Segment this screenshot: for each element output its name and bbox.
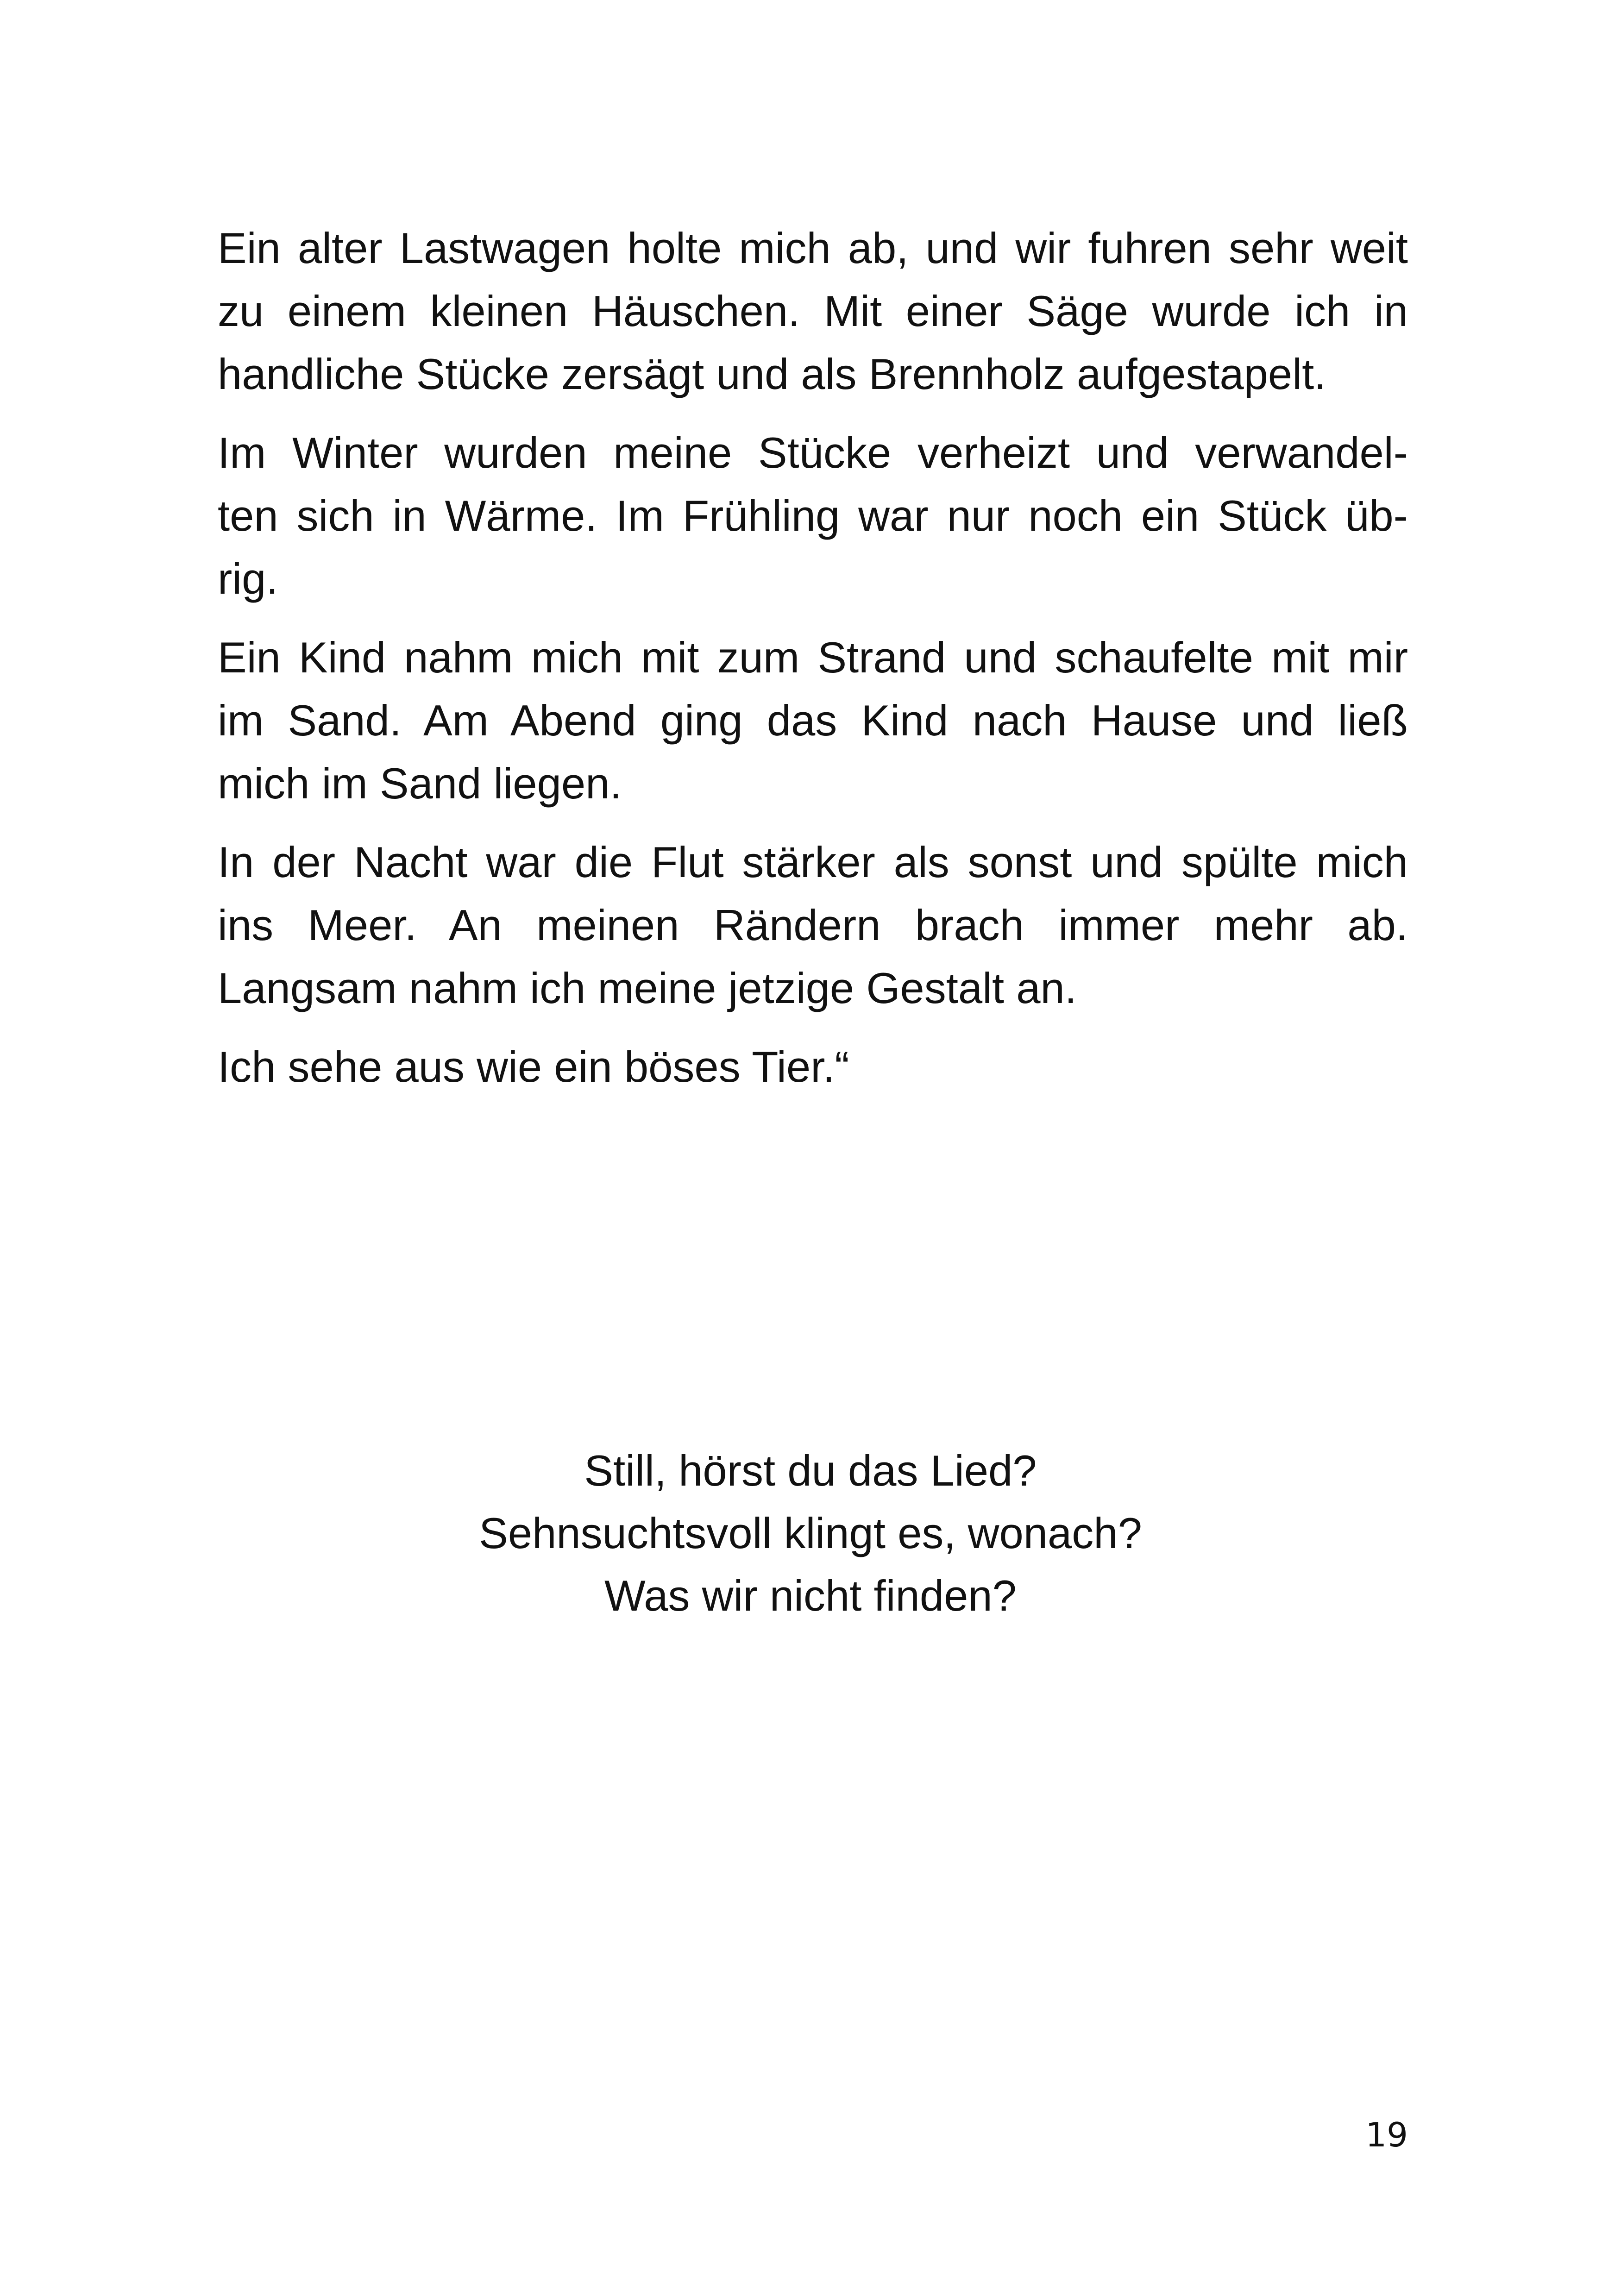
- paragraph-line: rig.: [218, 554, 278, 603]
- paragraph-line: Im Winter wurden meine Stücke verheizt und verwandel-: [218, 428, 1408, 477]
- paragraph-4: [218, 831, 1408, 1020]
- paragraph-line: Langsam nahm ich meine jetzige Gestalt an.: [218, 964, 1077, 1012]
- paragraph-line: im Sand. Am Abend ging das Kind nach Hause und ließ: [218, 696, 1408, 745]
- paragraph-line: Ein Kind nahm mich mit zum Strand und schaufelte mit mir: [218, 633, 1408, 682]
- paragraph-1: [218, 217, 1408, 406]
- paragraph-2: [218, 421, 1408, 610]
- poem-line: Sehnsuchtsvoll klingt es, wonach?: [479, 1509, 1142, 1557]
- page-number: 19: [1365, 2115, 1408, 2154]
- poem-stanza: [0, 1439, 1621, 1627]
- paragraph-line: ins Meer. An meinen Rändern brach immer mehr ab.: [218, 901, 1408, 949]
- poem-line: Was wir nicht finden?: [604, 1571, 1017, 1620]
- prose-body: [218, 217, 1408, 1114]
- paragraph-3: [218, 626, 1408, 815]
- paragraph-line: zu einem kleinen Häuschen. Mit einer Säge wurde ich in: [218, 287, 1408, 335]
- paragraph-5: [218, 1035, 1408, 1098]
- paragraph-line: ten sich in Wärme. Im Frühling war nur noch ein Stück üb-: [218, 491, 1408, 540]
- paragraph-line: In der Nacht war die Flut stärker als sonst und spülte mich: [218, 838, 1408, 886]
- poem-line: Still, hörst du das Lied?: [584, 1446, 1037, 1495]
- paragraph-line: Ein alter Lastwagen holte mich ab, und wir fuhren sehr weit: [218, 224, 1408, 272]
- paragraph-line: handliche Stücke zersägt und als Brennholz aufgestapelt.: [218, 350, 1326, 398]
- paragraph-line: mich im Sand liegen.: [218, 759, 622, 808]
- paragraph-line: Ich sehe aus wie ein böses Tier.“: [218, 1042, 849, 1091]
